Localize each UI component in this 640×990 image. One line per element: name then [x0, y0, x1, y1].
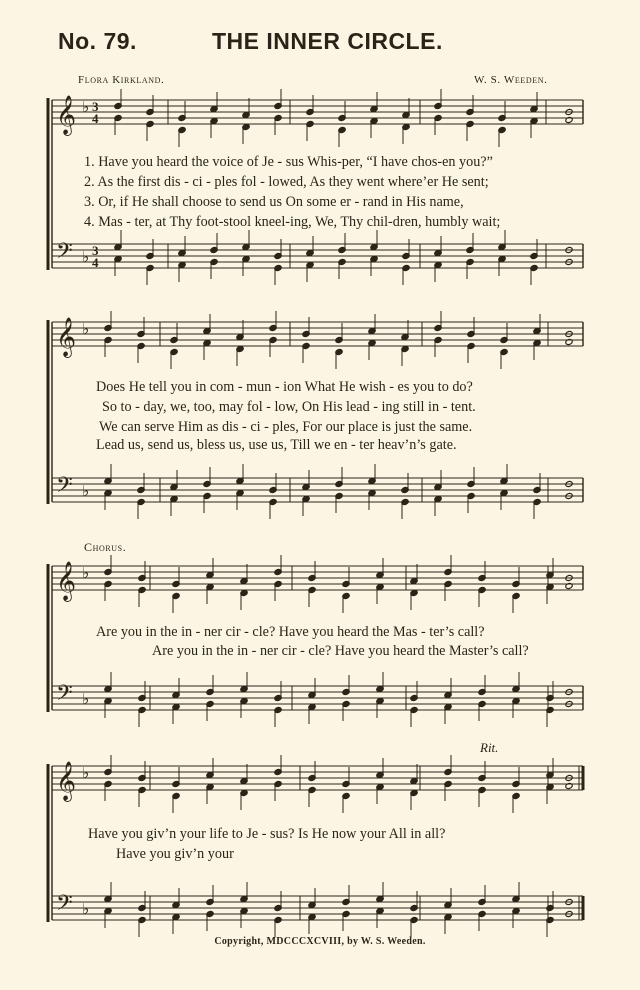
note-heads [104, 555, 573, 727]
verse-1-line-1: 1. Have you heard the voice of Je - sus Whis-per, “I have chos-en you?” [84, 154, 493, 170]
bass-clef: 𝄢 [56, 891, 73, 921]
bass-clef: 𝄢 [56, 681, 73, 711]
chorus-line-4: Have you giv’n your [116, 846, 234, 862]
bass-clef: 𝄢 [56, 473, 73, 503]
chorus-label: Chorus. [84, 540, 127, 554]
music-system-2 [0, 318, 640, 518]
svg-text:♭: ♭ [82, 564, 90, 582]
svg-text:♭: ♭ [82, 98, 90, 116]
staff-lines [52, 896, 583, 920]
system-bracket [48, 564, 52, 712]
bass-clef: 𝄢 [56, 239, 73, 269]
svg-text:♭: ♭ [82, 690, 90, 708]
verse-4-line-1: 4. Mas - ter, at Thy foot-stool kneel-ing, We, Thy chil-dren, humbly wait; [84, 214, 501, 230]
system-bracket [48, 320, 52, 504]
svg-text:3: 3 [92, 99, 99, 114]
hymn-number: No. 79. [58, 28, 137, 54]
hymn-title: THE INNER CIRCLE. [212, 28, 443, 54]
svg-text:3: 3 [92, 243, 99, 258]
svg-text:♭: ♭ [82, 320, 90, 338]
lyricist-credit: Flora Kirkland. [78, 74, 165, 86]
svg-text:♭: ♭ [82, 900, 90, 918]
verse-3-line-1: 3. Or, if He shall choose to send us On some er - rand in His name, [84, 194, 464, 210]
svg-text:4: 4 [92, 255, 99, 270]
svg-text:4: 4 [92, 111, 99, 126]
treble-clef: 𝄞 [56, 317, 77, 357]
verse-2-line-2: So to - day, we, too, may fol - low, On His lead - ing still in - tent. [102, 399, 476, 415]
treble-clef: 𝄞 [56, 561, 77, 601]
music-system-3 [0, 556, 640, 726]
verse-2-line-1: 2. As the first dis - ci - ples fol - lowed, As they went where’er He sent; [84, 174, 489, 190]
chorus-line-2: Are you in the in - ner cir - cle? Have you heard the Master’s call? [152, 643, 529, 659]
svg-text:♭: ♭ [82, 482, 90, 500]
verse-4-line-2: Lead us, send us, bless us, use us, Till we en - ter heav’n’s gate. [96, 437, 457, 453]
chorus-line-3: Have you giv’n your life to Je - sus? Is He now your All in all? [88, 826, 446, 842]
key-signature [82, 320, 89, 500]
staff-lines [52, 766, 583, 790]
staff-lines [52, 686, 583, 710]
staff-lines [52, 566, 583, 590]
chorus-line-1: Are you in the in - ner cir - cle? Have you heard the Mas - ter’s call? [96, 624, 485, 640]
treble-clef: 𝄞 [56, 761, 77, 801]
system-bracket [48, 98, 52, 270]
copyright-notice: Copyright, MDCCCXCVIII, by W. S. Weeden. [214, 936, 426, 947]
svg-text:♭: ♭ [82, 248, 90, 266]
ritardando-mark: Rit. [480, 740, 499, 755]
treble-clef: 𝄞 [56, 95, 77, 135]
verse-3-line-2: We can serve Him as dis - ci - ples, For our place is just the same. [99, 419, 473, 435]
svg-text:♭: ♭ [82, 764, 90, 782]
composer-credit: W. S. Weeden. [474, 74, 548, 86]
verse-1-line-2: Does He tell you in com - mun - ion What He wish - es you to do? [96, 379, 473, 395]
system-bracket [48, 764, 52, 922]
